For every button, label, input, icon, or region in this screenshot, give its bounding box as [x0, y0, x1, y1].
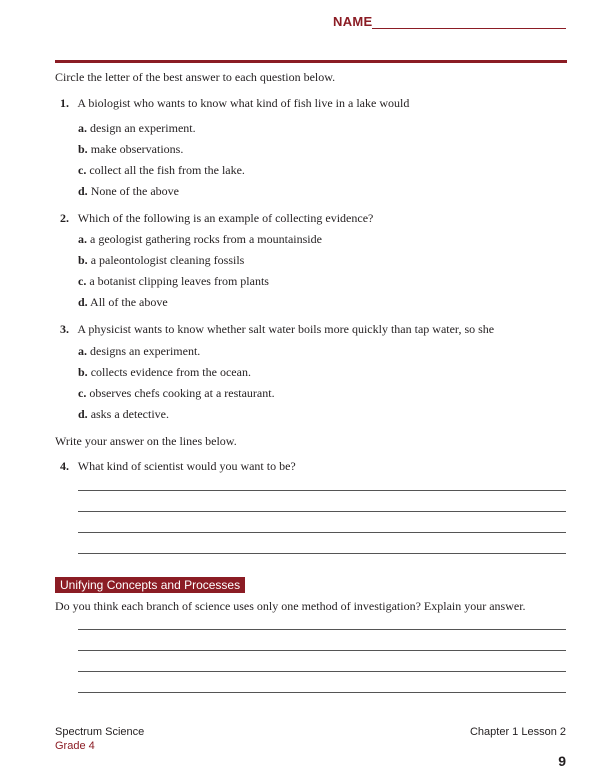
question-number: 1. — [60, 96, 69, 110]
option-text: a paleontologist cleaning fossils — [90, 253, 245, 267]
section-heading: Unifying Concepts and Processes — [55, 577, 245, 593]
section-prompt: Do you think each branch of science uses only one method of investigation? Explain your answer. — [55, 599, 526, 613]
question-number: 3. — [60, 322, 69, 336]
option-2d[interactable] — [78, 295, 168, 309]
answer-line[interactable] — [78, 629, 566, 630]
option-text: design an experiment. — [90, 121, 196, 135]
option-text: All of the above — [90, 295, 168, 309]
answer-line[interactable] — [78, 511, 566, 512]
option-text: a geologist gathering rocks from a mountainside — [90, 232, 322, 246]
question-text: Which of the following is an example of collecting evidence? — [77, 211, 374, 225]
answer-line[interactable] — [78, 532, 566, 533]
page-number: 9 — [558, 753, 566, 769]
option-text: asks a detective. — [90, 407, 169, 421]
option-text: collects evidence from the ocean. — [90, 365, 251, 379]
footer-chapter: Chapter 1 Lesson 2 — [469, 726, 566, 738]
option-letter: b. — [78, 142, 88, 156]
question-text: A physicist wants to know whether salt water boils more quickly than tap water, so she — [77, 322, 495, 336]
option-letter: b. — [78, 365, 88, 379]
option-letter: d. — [78, 184, 88, 198]
option-text: None of the above — [90, 184, 179, 198]
question-number: 2. — [60, 211, 69, 225]
option-letter: c. — [78, 274, 87, 288]
question-text: A biologist who wants to know what kind of fish live in a lake would — [77, 96, 410, 110]
footer-grade: Grade 4 — [55, 740, 95, 752]
option-text: collect all the fish from the lake. — [89, 163, 245, 177]
option-3b[interactable] — [78, 365, 251, 379]
option-letter: c. — [78, 386, 87, 400]
option-letter: d. — [78, 407, 88, 421]
question-2 — [60, 211, 373, 225]
question-3 — [60, 322, 494, 336]
option-letter: a. — [78, 121, 87, 135]
option-1d[interactable] — [78, 184, 179, 198]
footer-book-title: Spectrum Science — [55, 726, 145, 738]
option-text: make observations. — [90, 142, 184, 156]
instruction-circle: Circle the letter of the best answer to each question below. — [55, 70, 336, 84]
option-letter: a. — [78, 232, 87, 246]
instruction-write: Write your answer on the lines below. — [55, 434, 237, 448]
option-letter: a. — [78, 344, 87, 358]
option-1a[interactable] — [78, 121, 196, 135]
answer-line[interactable] — [78, 650, 566, 651]
question-text: What kind of scientist would you want to be? — [77, 459, 296, 473]
option-text: observes chefs cooking at a restaurant. — [89, 386, 275, 400]
option-3a[interactable] — [78, 344, 200, 358]
option-1b[interactable] — [78, 142, 183, 156]
option-text: designs an experiment. — [90, 344, 201, 358]
answer-line[interactable] — [78, 671, 566, 672]
option-2c[interactable] — [78, 274, 269, 288]
question-number: 4. — [60, 459, 69, 473]
question-4 — [60, 459, 296, 473]
question-1 — [60, 96, 409, 110]
option-3c[interactable] — [78, 386, 275, 400]
option-2b[interactable] — [78, 253, 244, 267]
name-write-line[interactable] — [372, 28, 566, 29]
option-text: a botanist clipping leaves from plants — [89, 274, 269, 288]
answer-line[interactable] — [78, 692, 566, 693]
option-2a[interactable] — [78, 232, 322, 246]
option-3d[interactable] — [78, 407, 169, 421]
option-letter: b. — [78, 253, 88, 267]
option-letter: c. — [78, 163, 87, 177]
answer-line[interactable] — [78, 490, 566, 491]
name-label: NAME — [333, 14, 373, 29]
option-letter: d. — [78, 295, 88, 309]
answer-line[interactable] — [78, 553, 566, 554]
top-divider — [55, 60, 567, 63]
option-1c[interactable] — [78, 163, 245, 177]
